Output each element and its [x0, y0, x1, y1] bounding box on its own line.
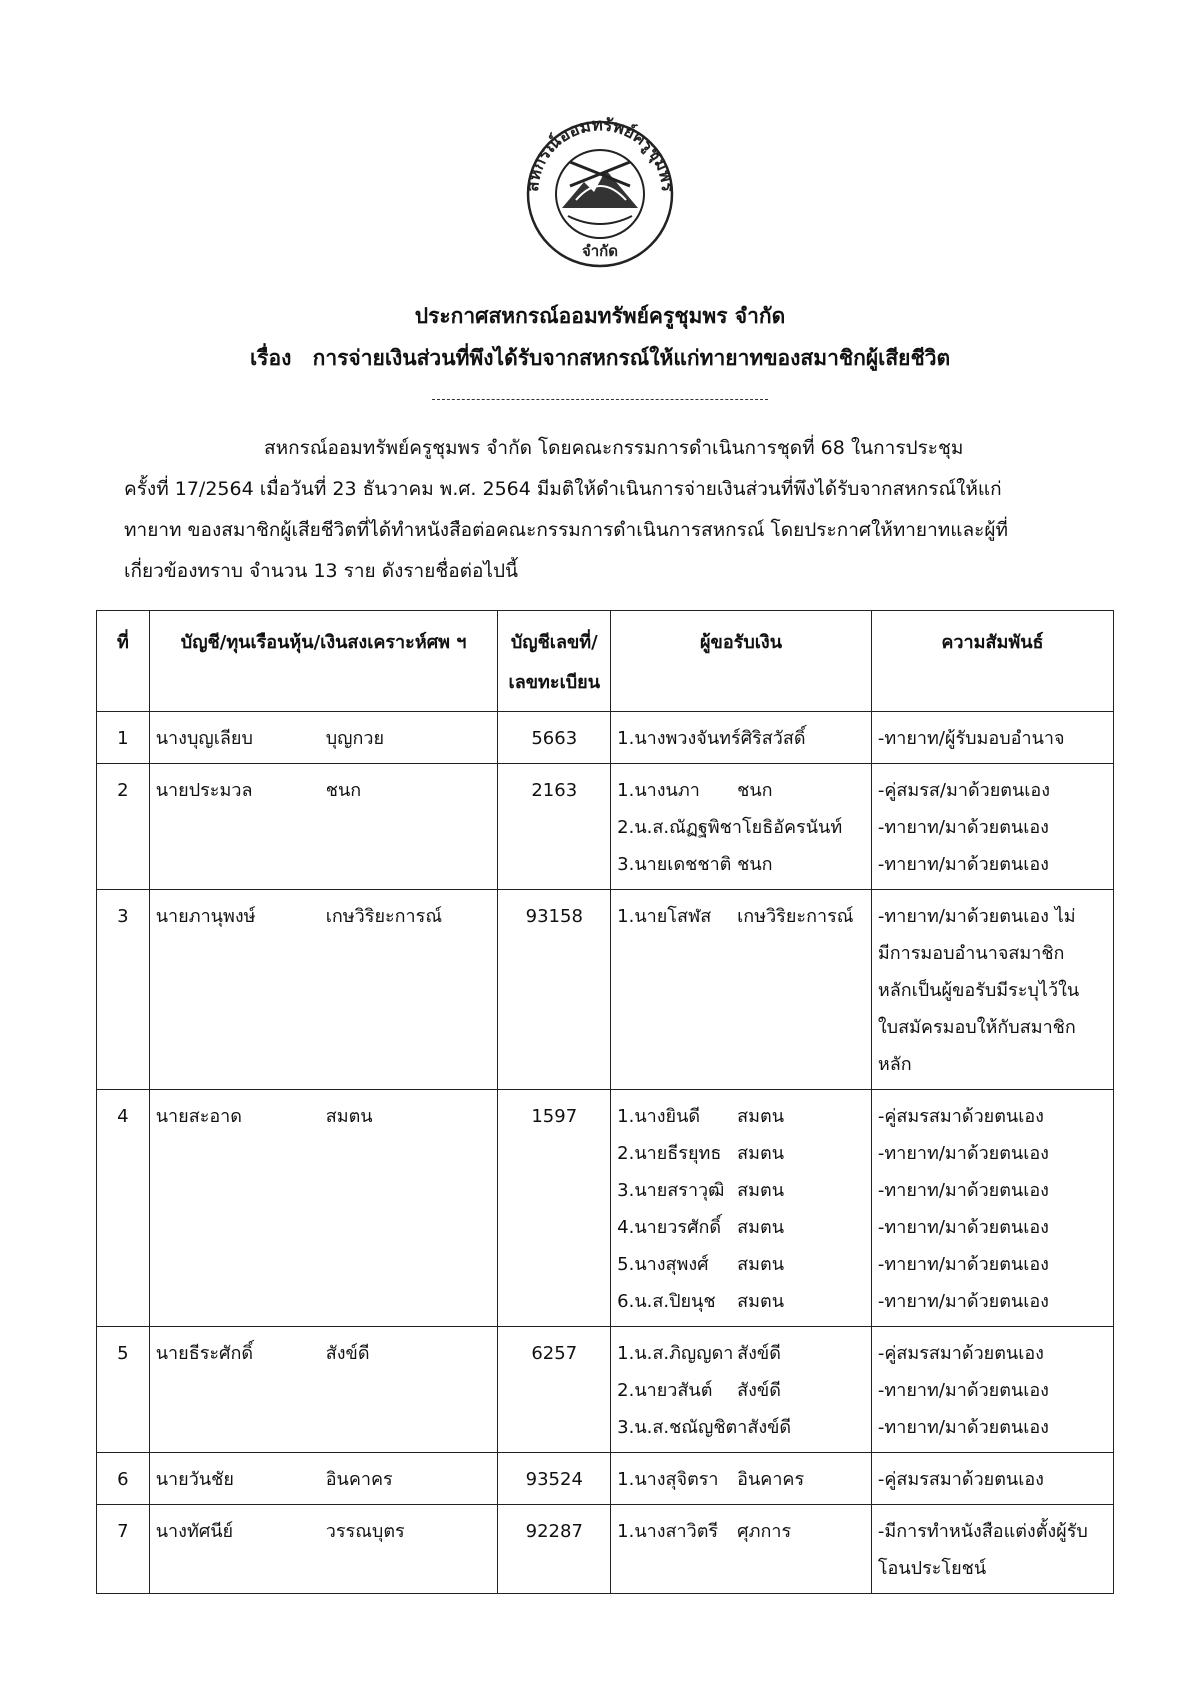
claimant-first-name: 1.นางพวงจันทร์ [617, 728, 741, 749]
claimant-last-name: สังข์ดี [747, 1417, 792, 1438]
claimant-last-name: สมตน [737, 1180, 785, 1201]
relationship-list [871, 1090, 1113, 1327]
claimant-last-name: อินคาคร [737, 1469, 805, 1490]
relationship-item: -คู่สมรสมาด้วยตนเอง [877, 1106, 1044, 1127]
claimant-last-name: สมตน [737, 1143, 785, 1164]
claimant-first-name: 2.นายธีรยุทธ [617, 1143, 722, 1164]
claimant-item [617, 1461, 865, 1498]
relationship-item: -ทายาท/มาด้วยตนเอง [877, 817, 1049, 838]
account-number: 92287 [498, 1505, 611, 1594]
claimant-item [617, 1283, 865, 1320]
claimant-first-name: 3.นายสราวุฒิ [617, 1180, 725, 1201]
claimant-first-name: 3.นายเดชชาติ [617, 854, 732, 875]
member-last-name: บุญกวย [325, 728, 385, 749]
claimant-list [611, 1505, 872, 1594]
relationship-list [871, 1505, 1113, 1594]
announcement-body [124, 428, 1088, 592]
member-last-name: วรรณบุตร [325, 1521, 405, 1542]
claimant-last-name: เกษวิริยะการณ์ [737, 906, 854, 927]
claimant-last-name: ศิริสวัสดิ์ [740, 728, 806, 749]
logo-bottom-text: จำกัด [581, 242, 619, 260]
claimant-list [611, 1327, 872, 1453]
claimant-list [611, 890, 872, 1090]
relationship-item: -มีการทำหนังสือแต่งตั้งผู้รับ [877, 1521, 1088, 1542]
body-line: สหกรณ์ออมทรัพย์ครูชุมพร จำกัด โดยคณะกรรมการดำเนินการชุดที่ 68 ในการประชุม [264, 437, 964, 459]
relationship-item: -ทายาท/มาด้วยตนเอง [877, 1143, 1049, 1164]
deceased-member-name [149, 1505, 498, 1594]
relationship-item: หลัก [877, 1054, 912, 1075]
claimant-first-name: 2.น.ส.ณัฏฐพิชา [617, 817, 742, 838]
relationship-list [871, 712, 1113, 764]
row-number: 3 [97, 890, 150, 1090]
relationship-list [871, 1453, 1113, 1505]
claimant-item [617, 772, 865, 809]
deceased-member-name [149, 1090, 498, 1327]
claimant-list [611, 1453, 872, 1505]
title-divider [432, 399, 768, 400]
announcement-subject [250, 342, 1110, 375]
claimant-item [617, 1098, 865, 1135]
svg-text:สหกรณ์ออมทรัพย์ครูชุมพร: สหกรณ์ออมทรัพย์ครูชุมพร [522, 115, 678, 193]
relationship-item: -ทายาท/มาด้วยตนเอง [877, 1417, 1049, 1438]
table-row [97, 1327, 1114, 1453]
member-last-name: สังข์ดี [325, 1343, 370, 1364]
table-row [97, 764, 1114, 890]
account-number: 93524 [498, 1453, 611, 1505]
relationship-item: -ทายาท/มาด้วยตนเอง [877, 1254, 1049, 1275]
table-row [97, 1505, 1114, 1594]
relationship-item: -ทายาท/มาด้วยตนเอง [877, 854, 1049, 875]
claimant-first-name: 1.นางสุจิตรา [617, 1469, 719, 1490]
body-line: ครั้งที่ 17/2564 เมื่อวันที่ 23 ธันวาคม พ.ศ. 2564 มีมติให้ดำเนินการจ่ายเงินส่วนที่พึงได้รับจากสหกรณ์ให้แก่ [124, 478, 1002, 500]
claimant-last-name: สังข์ดี [737, 1343, 781, 1364]
claimant-item [617, 1246, 865, 1283]
row-number: 6 [97, 1453, 150, 1505]
relationship-item: โอนประโยชน์ [877, 1558, 987, 1579]
relationship-item: -ทายาท/มาด้วยตนเอง [877, 1180, 1049, 1201]
cooperative-seal-logo [518, 112, 682, 276]
claimant-first-name: 1.นางยินดี [617, 1106, 701, 1127]
claimant-first-name: 1.นางนภา [617, 780, 700, 801]
table-row [97, 1090, 1114, 1327]
claimant-last-name: สมตน [737, 1217, 785, 1238]
claimant-last-name: สังข์ดี [737, 1380, 781, 1401]
claimant-last-name: โยธิอัครนันท์ [741, 817, 843, 838]
account-number: 1597 [498, 1090, 611, 1327]
claimant-item [617, 1135, 865, 1172]
claimant-first-name: 1.น.ส.ภิญญดา [617, 1343, 734, 1364]
claimant-first-name: 1.นางสาวิตรี [617, 1521, 719, 1542]
relationship-item: หลักเป็นผู้ขอรับมีระบุไว้ใน [877, 980, 1080, 1001]
row-number: 2 [97, 764, 150, 890]
member-last-name: สมตน [325, 1106, 373, 1127]
claimant-first-name: 6.น.ส.ปิยนุช [617, 1291, 716, 1312]
row-number: 1 [97, 712, 150, 764]
claimant-first-name: 1.นายโสฬส [617, 906, 712, 927]
claimant-item [617, 1409, 865, 1446]
table-row [97, 712, 1114, 764]
account-number: 5663 [498, 712, 611, 764]
relationship-item: -คู่สมรสมาด้วยตนเอง [877, 1343, 1044, 1364]
deceased-member-name [149, 1327, 498, 1453]
member-last-name: ชนก [325, 780, 362, 801]
relationship-list [871, 764, 1113, 890]
member-first-name: นายธีระศักดิ์ [155, 1343, 254, 1364]
body-line: เกี่ยวข้องทราบ จำนวน 13 ราย ดังรายชื่อต่อไปนี้ [124, 560, 519, 582]
account-number: 2163 [498, 764, 611, 890]
claimant-list [611, 712, 872, 764]
claimant-last-name: ชนก [737, 854, 773, 875]
claimant-item [617, 720, 865, 757]
claimant-last-name: ศุภการ [737, 1521, 792, 1542]
claimant-item [617, 1513, 865, 1550]
relationship-item: -ทายาท/มาด้วยตนเอง [877, 1380, 1049, 1401]
announcement-title: ประกาศสหกรณ์ออมทรัพย์ครูชุมพร จำกัด [414, 304, 786, 328]
member-first-name: นางทัศนีย์ [155, 1521, 234, 1542]
member-last-name: เกษวิริยะการณ์ [325, 906, 443, 927]
deceased-member-name [149, 890, 498, 1090]
member-first-name: นายประมวล [155, 780, 253, 801]
relationship-item: -ทายาท/มาด้วยตนเอง ไม่ [877, 906, 1076, 927]
deceased-member-name [149, 1453, 498, 1505]
table-row [97, 1453, 1114, 1505]
row-number: 4 [97, 1090, 150, 1327]
relationship-item: มีการมอบอำนาจสมาชิก [877, 943, 1065, 964]
beneficiary-table [96, 610, 1114, 1594]
claimant-first-name: 2.นายวสันต์ [617, 1380, 713, 1401]
subject-text: การจ่ายเงินส่วนที่พึงได้รับจากสหกรณ์ให้แก่ทายาทของสมาชิกผู้เสียชีวิต [312, 346, 951, 370]
member-first-name: นางบุญเลียบ [155, 728, 253, 749]
member-first-name: นายภานุพงษ์ [155, 906, 256, 927]
claimant-list [611, 1090, 872, 1327]
claimant-first-name: 5.นางสุพงศ์ [617, 1254, 709, 1275]
claimant-last-name: สมตน [737, 1291, 785, 1312]
deceased-member-name [149, 764, 498, 890]
member-last-name: อินคาคร [325, 1469, 393, 1490]
relationship-list [871, 1327, 1113, 1453]
header-account: บัญชี/ทุนเรือนหุ้น/เงินสงเคราะห์ศพ ฯ [149, 611, 498, 712]
claimant-item [617, 1172, 865, 1209]
relationship-item: -คู่สมรสมาด้วยตนเอง [877, 1469, 1044, 1490]
row-number: 5 [97, 1327, 150, 1453]
member-first-name: นายวันชัย [155, 1469, 234, 1490]
claimant-item [617, 1372, 865, 1409]
claimant-item [617, 846, 865, 883]
header-number: บัญชีเลขที่/ เลขทะเบียน [498, 611, 611, 712]
relationship-list [871, 890, 1113, 1090]
header-no: ที่ [97, 611, 150, 712]
claimant-last-name: สมตน [737, 1106, 785, 1127]
claimant-last-name: ชนก [737, 780, 773, 801]
relationship-item: -ทายาท/มาด้วยตนเอง [877, 1291, 1049, 1312]
member-first-name: นายสะอาด [155, 1106, 242, 1127]
claimant-item [617, 1335, 865, 1372]
table-header-row [97, 611, 1114, 712]
body-line: ทายาท ของสมาชิกผู้เสียชีวิตที่ได้ทำหนังสือต่อคณะกรรมการดำเนินการสหกรณ์ โดยประกาศให้ทายาทและผู้ที่ [124, 519, 1009, 541]
claimant-first-name: 4.นายวรศักดิ์ [617, 1217, 722, 1238]
claimant-item [617, 809, 865, 846]
account-number: 93158 [498, 890, 611, 1090]
relationship-item: ใบสมัครมอบให้กับสมาชิก [877, 1017, 1076, 1038]
header-claimant: ผู้ขอรับเงิน [611, 611, 872, 712]
relationship-item: -คู่สมรส/มาด้วยตนเอง [877, 780, 1051, 801]
deceased-member-name [149, 712, 498, 764]
subject-label: เรื่อง [250, 346, 292, 370]
claimant-item [617, 898, 865, 935]
claimant-list [611, 764, 872, 890]
table-row [97, 890, 1114, 1090]
header-relation: ความสัมพันธ์ [871, 611, 1113, 712]
claimant-last-name: สมตน [737, 1254, 785, 1275]
claimant-item [617, 1209, 865, 1246]
claimant-first-name: 3.น.ส.ชณัญชิตา [617, 1417, 748, 1438]
row-number: 7 [97, 1505, 150, 1594]
relationship-item: -ทายาท/มาด้วยตนเอง [877, 1217, 1049, 1238]
relationship-item: -ทายาท/ผู้รับมอบอำนาจ [877, 728, 1065, 749]
account-number: 6257 [498, 1327, 611, 1453]
